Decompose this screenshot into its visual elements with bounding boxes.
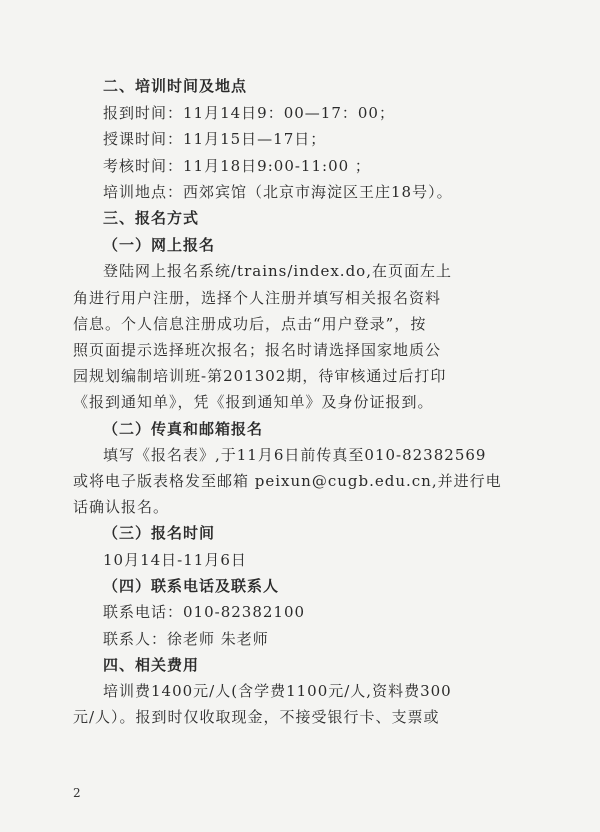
paragraph-line: 角进行用户注册，选择个人注册并填写相关报名资料: [73, 289, 442, 307]
assessment-time: 考核时间：11月18日9:00-11:00 ；: [103, 157, 371, 175]
paragraph-line: 《报到通知单》，凭《报到通知单》及身份证报到。: [73, 393, 434, 411]
section-heading-3: 三、报名方式: [103, 209, 200, 227]
registration-period: 10月14日-11月6日: [103, 551, 247, 569]
contact-phone: 联系电话：010-82382100: [103, 603, 306, 621]
paragraph-line: 或将电子版表格发至邮箱 peixun@cugb.edu.cn,并进行电: [73, 472, 502, 490]
subheading-contact: （四）联系电话及联系人: [103, 577, 280, 595]
subheading-online: （一）网上报名: [103, 236, 216, 254]
subheading-registration-time: （三）报名时间: [103, 524, 216, 542]
paragraph-line: 话确认报名。: [73, 498, 170, 516]
paragraph-line: 信息。个人信息注册成功后，点击“用户登录”，按: [73, 315, 427, 333]
contact-persons: 联系人：徐老师 朱老师: [103, 630, 269, 648]
paragraph-line: 照页面提示选择班次报名；报名时请选择国家地质公: [73, 341, 442, 359]
subheading-fax-email: （二）传真和邮箱报名: [103, 420, 264, 438]
paragraph-line: 登陆网上报名系统/trains/index.do,在页面左上: [103, 262, 452, 280]
section-heading-2: 二、培训时间及地点: [103, 77, 248, 95]
paragraph-line: 填写《报名表》,于11月6日前传真至010-82382569: [103, 446, 487, 464]
paragraph-line: 元/人）。报到时仅收取现金，不接受银行卡、支票或: [73, 708, 440, 726]
paragraph-line: 园规划编制培训班-第201302期，待审核通过后打印: [73, 367, 447, 385]
page-number: 2: [73, 786, 81, 800]
teaching-time: 授课时间：11月15日—17日；: [103, 130, 327, 148]
registration-time: 报到时间：11月14日9：00—17：00；: [103, 104, 395, 122]
paragraph-line: 培训费1400元/人(含学费1100元/人,资料费300: [103, 682, 452, 700]
training-location: 培训地点：西郊宾馆（北京市海淀区王庄18号）。: [103, 183, 453, 201]
section-heading-4: 四、相关费用: [103, 656, 200, 674]
